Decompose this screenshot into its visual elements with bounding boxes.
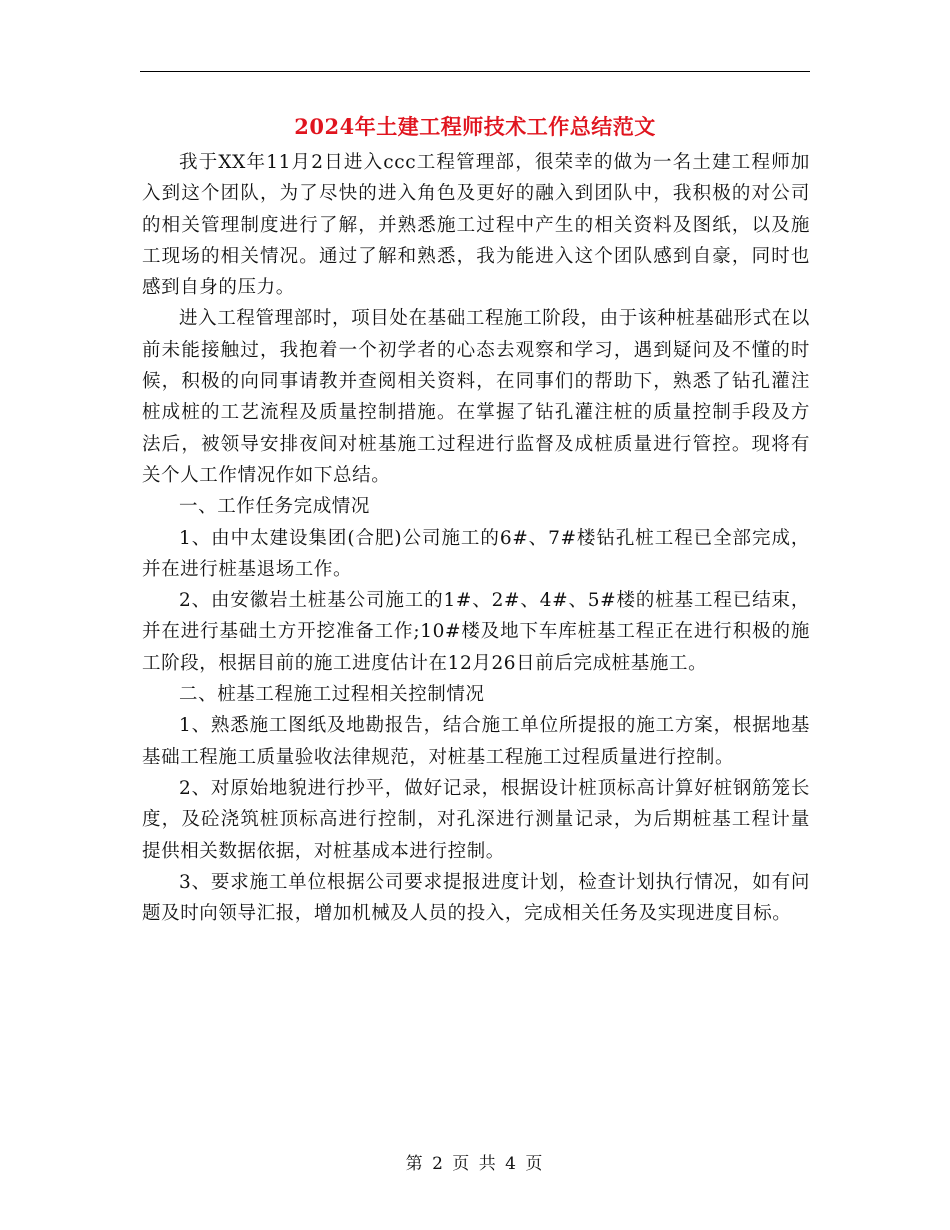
document-body (142, 147, 810, 929)
section-heading-task-completion: 一、工作任务完成情况 (179, 496, 371, 518)
list-item: 1、由中太建设集团(合肥)公司施工的6#、7#楼钻孔桩工程已全部完成，并在进行桩基退场工作。 (142, 527, 810, 580)
paragraph-intro: 我于XX年11月2日进入ccc工程管理部，很荣幸的做为一名土建工程师加入到这个团队，为了尽快的进入角色及更好的融入到团队中，我积极的对公司的相关管理制度进行了解，并熟悉施工过程中产生的相关资料及图纸，以及施工现场的相关情况。通过了解和熟悉，我为能进入这个团队感到自豪，同时也感到自身的压力。 (142, 152, 810, 299)
section-heading-control: 二、桩基工程施工过程相关控制情况 (179, 684, 485, 706)
list-item: 2、对原始地貌进行抄平，做好记录，根据设计桩顶标高计算好桩钢筋笼长度，及砼浇筑桩顶标高进行控制，对孔深进行测量记录，为后期桩基工程计量提供相关数据依据，对桩基成本进行控制。 (142, 777, 810, 862)
header-rule (140, 71, 810, 72)
page-number-footer: 第 2 页 共 4 页 (405, 1154, 545, 1174)
list-item: 1、熟悉施工图纸及地勘报告，结合施工单位所提报的施工方案，根据地基基础工程施工质量验收法律规范，对桩基工程施工过程质量进行控制。 (142, 715, 810, 768)
list-item: 3、要求施工单位根据公司要求提报进度计划，检查计划执行情况，如有问题及时向领导汇报，增加机械及人员的投入，完成相关任务及实现进度目标。 (142, 871, 810, 925)
paragraph-background: 进入工程管理部时，项目处在基础工程施工阶段，由于该种桩基础形式在以前未能接触过，我抱着一个初学者的心态去观察和学习，遇到疑问及不懂的时候，积极的向同事请教并查阅相关资料，在同事们的帮助下，熟悉了钻孔灌注桩成桩的工艺流程及质量控制措施。在掌握了钻孔灌注桩的质量控制手段及方法后，被领导安排夜间对桩基施工过程进行监督及成桩质量进行管控。现将有关个人工作情况作如下总结。 (142, 308, 810, 486)
document-title: 2024年土建工程师技术工作总结范文 (294, 114, 656, 139)
list-item: 2、由安徽岩土桩基公司施工的1#、2#、4#、5#楼的桩基工程已结束，并在进行基础土方开挖准备工作;10#楼及地下车库桩基工程正在进行积极的施工阶段，根据目前的施工进度估计在12月26日前后完成桩基施工。 (142, 590, 810, 674)
